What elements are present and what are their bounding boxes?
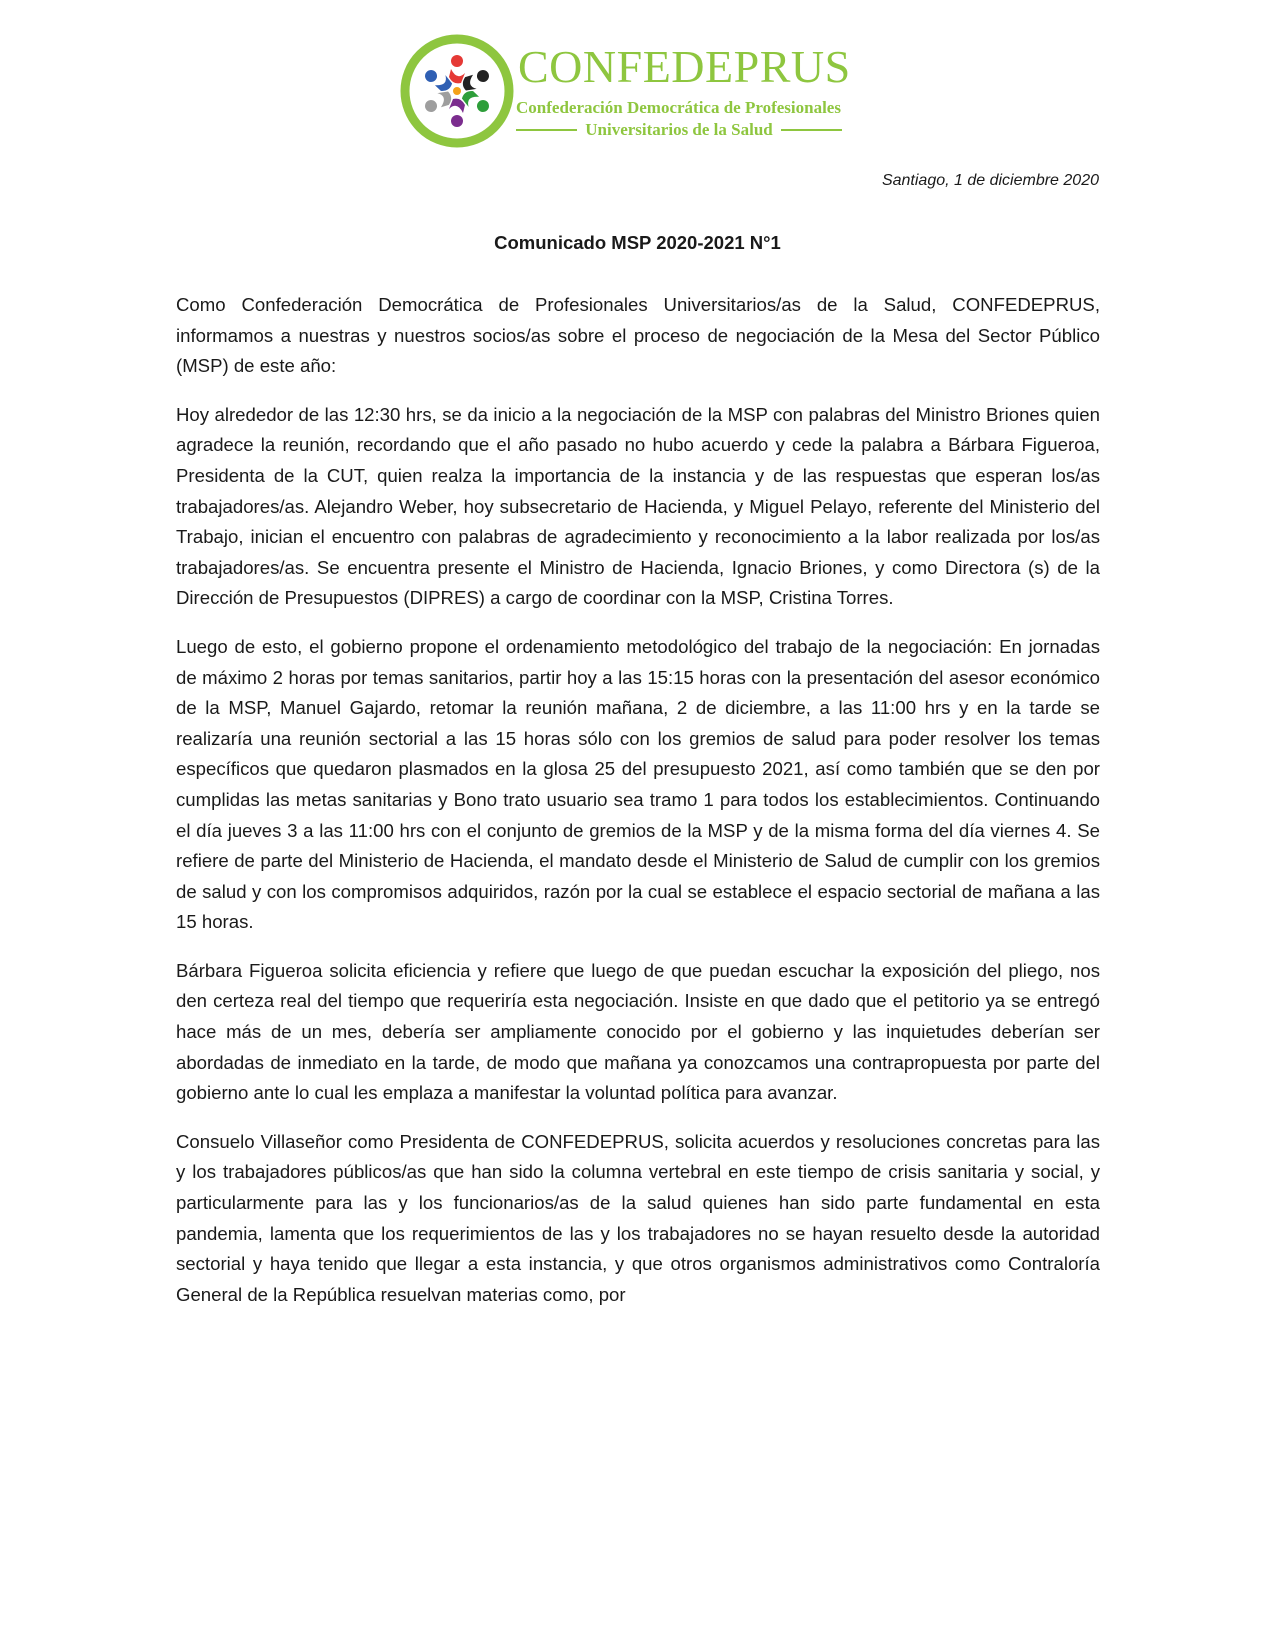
- date-line: Santiago, 1 de diciembre 2020: [881, 172, 1099, 189]
- paragraph: Bárbara Figueroa solicita eficiencia y refiere que luego de que puedan escuchar la exposición del pliego, nos den certeza real del tiempo que requeriría esta negociación. Insiste en que dado que el petitorio ya se entregó hace más de un mes, debería ser ampliamente conocido por el gobierno y las inquietudes deberían ser abordadas de inmediato en la tarde, de modo que mañana ya conozcamos una contrapropuesta por parte del gobierno ante lo cual les emplaza a manifestar la voluntad política para avanzar.: [176, 959, 1100, 1104]
- org-full-name-line1: Confederación Democrática de Profesionales: [516, 98, 841, 117]
- paragraph: Hoy alrededor de las 12:30 hrs, se da inicio a la negociación de la MSP con palabras del Ministro Briones quien agradece la reunión, recordando que el año pasado no hubo acuerdo y cede la palabra a Bárbara Figueroa, Presidenta de la CUT, quien realza la importancia de la instancia y de las respuestas que esperan los/as trabajadores/as. Alejandro Weber, hoy subsecretario de Hacienda, y Miguel Pelayo, referente del Ministerio del Trabajo, inician el encuentro con palabras de agradecimiento y reconocimiento a la labor realizada por los/as trabajadores/as. Se encuentra presente el Ministro de Hacienda, Ignacio Briones, y como Directora (s) de la Dirección de Presupuestos (DIPRES) a cargo de coordinar con la MSP, Cristina Torres.: [176, 403, 1100, 609]
- org-full-name-line2-row: [516, 120, 842, 140]
- paragraph: Luego de esto, el gobierno propone el ordenamiento metodológico del trabajo de la negociación: En jornadas de máximo 2 horas por temas sanitarios, partir hoy a las 15:15 horas con la presentación del asesor económico de la MSP, Manuel Gajardo, retomar la reunión mañana, 2 de diciembre, a las 11:00 hrs y en la tarde se realizaría una reunión sectorial a las 15 horas sólo con los gremios de salud para poder resolver los temas específicos que quedaron plasmados en la glosa 25 del presupuesto 2021, así como también que se den por cumplidas las metas sanitarias y Bono trato usuario sea tramo 1 para todos los establecimientos. Continuando el día jueves 3 a las 11:00 hrs con el conjunto de gremios de la MSP y de la misma forma del día viernes 4. Se refiere de parte del Ministerio de Hacienda, el mandato desde el Ministerio de Salud de cumplir con los gremios de salud y con los compromisos adquiridos, razón por la cual se establece el espacio sectorial de mañana a las 15 horas.: [176, 635, 1100, 933]
- document-body: [176, 290, 1100, 1328]
- confedeprus-logo-icon: [400, 34, 514, 148]
- paragraph: Consuelo Villaseñor como Presidenta de CONFEDEPRUS, solicita acuerdos y resoluciones concretas para las y los trabajadores públicos/as que han sido la columna vertebral en este tiempo de crisis sanitaria y social, y particularmente para las y los funcionarios/as de la salud quienes han sido parte fundamental en esta pandemia, lamenta que los requerimientos de las y los trabajadores no se hayan resuelto desde la autoridad sectorial y haya tenido que llegar a esta instancia, y que otros organismos administrativos como Contraloría General de la República resuelvan materias como, por: [176, 1130, 1100, 1305]
- right-divider: [781, 129, 842, 131]
- org-name: CONFEDEPRUS: [518, 41, 851, 92]
- document-title: Comunicado MSP 2020-2021 N°1: [494, 232, 781, 253]
- paragraph: Como Confederación Democrática de Profesionales Universitarios/as de la Salud, CONFEDEPRUS, informamos a nuestras y nuestros socios/as sobre el proceso de negociación de la Mesa del Sector Público (MSP) de este año:: [176, 294, 1100, 377]
- left-divider: [516, 129, 577, 131]
- org-full-name-line2: Universitarios de la Salud: [585, 120, 773, 139]
- letterhead: [400, 34, 880, 154]
